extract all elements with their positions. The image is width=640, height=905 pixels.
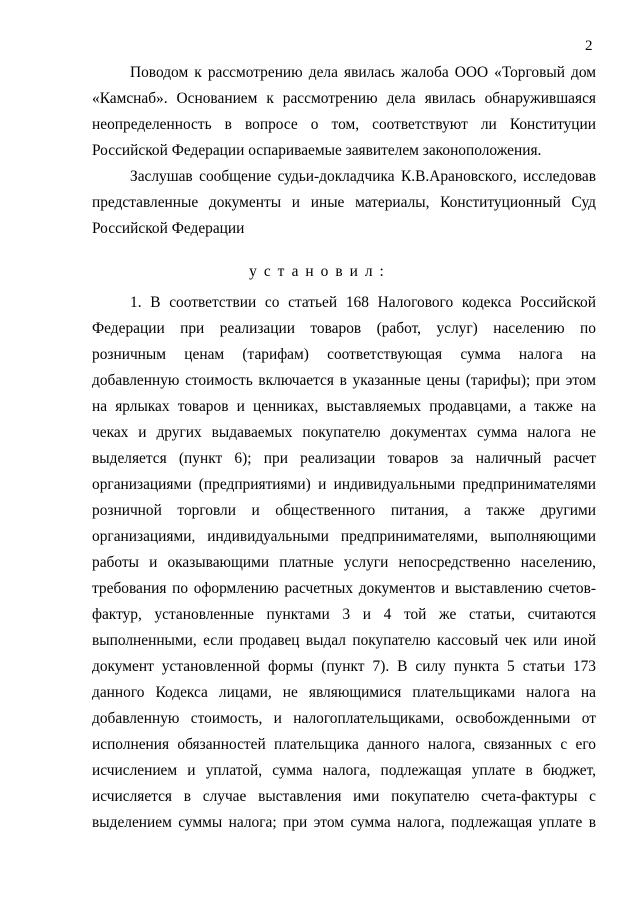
text-line: неопределенность в вопросе о том, соответствуют ли Конституции bbox=[92, 116, 596, 133]
text-line: Поводом к рассмотрению дела явилась жалоба ООО «Торговый дом bbox=[130, 64, 596, 81]
text-line: розничным ценам (тарифам) соответствующая сумма налога на bbox=[92, 346, 596, 363]
text-line: данного Кодекса лицами, не являющимися плательщиками налога на bbox=[92, 684, 596, 701]
text-line: требования по оформлению расчетных документов и выставлению счетов- bbox=[92, 580, 596, 597]
section-heading: установил: bbox=[249, 263, 391, 280]
page-number: 2 bbox=[585, 38, 593, 54]
text-line: исполнения обязанностей плательщика данного налога, связанных с его bbox=[92, 736, 596, 753]
text-line: Федерации при реализации товаров (работ, услуг) населению по bbox=[92, 320, 596, 337]
text-line: розничной торговли и общественного питания, а также другими bbox=[92, 502, 596, 519]
text-line: добавленную стоимость, и налогоплательщиками, освобожденными от bbox=[92, 710, 596, 727]
text-line: организациями (предприятиями) и индивидуальными предпринимателями bbox=[92, 476, 596, 493]
text-line: организациями, индивидуальными предпринимателями, выполняющими bbox=[92, 528, 596, 545]
text-line: Российской Федерации bbox=[92, 220, 245, 237]
text-line: выделением суммы налога; при этом сумма налога, подлежащая уплате в bbox=[92, 814, 596, 831]
text-line: выполненными, если продавец выдал покупателю кассовый чек или иной bbox=[92, 632, 596, 649]
text-line: работы и оказывающими платные услуги непосредственно населению, bbox=[92, 554, 596, 571]
text-line: выделяется (пункт 6); при реализации товаров за наличный расчет bbox=[92, 450, 596, 467]
text-line: документ установленной формы (пункт 7). В силу пункта 5 статьи 173 bbox=[92, 658, 596, 675]
text-line: Российской Федерации оспариваемые заявителем законоположения. bbox=[92, 142, 542, 159]
text-line: на ярлыках товаров и ценниках, выставляемых продавцами, а также на bbox=[92, 398, 596, 415]
text-line: исчисляется в случае выставления ими покупателю счета-фактуры с bbox=[92, 788, 596, 805]
text-line: 1. В соответствии со статьей 168 Налогового кодекса Российской bbox=[130, 294, 596, 311]
text-line: чеках и других выдаваемых покупателю документах сумма налога не bbox=[92, 424, 596, 441]
text-line: исчислением и уплатой, сумма налога, подлежащая уплате в бюджет, bbox=[92, 762, 596, 779]
text-line: «Камснаб». Основанием к рассмотрению дела явилась обнаружившаяся bbox=[92, 90, 596, 107]
text-line: представленные документы и иные материалы, Конституционный Суд bbox=[92, 194, 596, 211]
text-line: добавленную стоимость включается в указанные цены (тарифы); при этом bbox=[92, 372, 596, 389]
text-line: Заслушав сообщение судьи-докладчика К.В.Арановского, исследовав bbox=[130, 168, 596, 185]
text-line: фактур, установленные пунктами 3 и 4 той же статьи, считаются bbox=[92, 606, 596, 623]
